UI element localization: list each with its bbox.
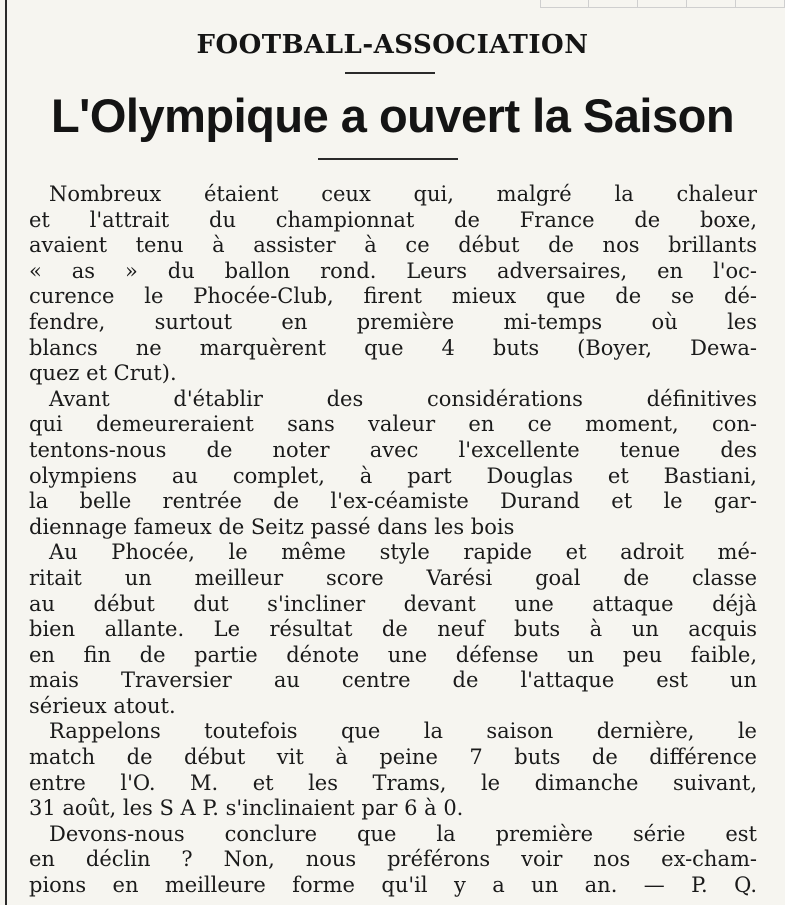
text-line: blancs ne marquèrent que 4 buts (Boyer, Dewa- — [29, 335, 757, 360]
text-line: Avant d'établir des considérations définitives — [49, 386, 757, 411]
text-line: qui demeureraient sans valeur en ce moment, con- — [29, 412, 757, 437]
text-line: en déclin ? Non, nous préférons voir nos ex-cham- — [29, 847, 757, 872]
text-line: et l'attrait du championnat de France de boxe, — [29, 207, 757, 232]
paragraph — [29, 182, 757, 387]
text-line: sérieux atout. — [29, 693, 176, 718]
text-line: 31 août, les S A P. s'inclinaient par 6 à 0. — [29, 796, 464, 821]
text-line: bien allante. Le résultat de neuf buts à un acquis — [29, 617, 757, 642]
text-line: « as » du ballon rond. Leurs adversaires, en l'oc- — [29, 258, 757, 283]
paragraph — [29, 386, 757, 541]
page-title: L'Olympique a ouvert la Saison — [50, 89, 735, 142]
text-line: quez et Crut). — [29, 361, 177, 386]
text-line: ritait un meilleur score Varési goal de classe — [29, 565, 757, 590]
text-line: tentons-nous de noter avec l'excellente tenue des — [29, 437, 757, 462]
text-line: match de début vit à peine 7 buts de différence — [29, 745, 757, 770]
text-line: la belle rentrée de l'ex-céamiste Durand et le gar- — [29, 489, 757, 514]
paragraph — [29, 821, 757, 899]
text-line: Au Phocée, le même style rapide et adroit mé- — [49, 540, 757, 565]
top-border — [540, 0, 785, 8]
text-line: diennage fameux de Seitz passé dans les bois — [29, 514, 515, 539]
paragraph — [29, 540, 757, 719]
text-line: avaient tenu à assister à ce début de nos brillants — [29, 233, 757, 258]
text-line: en fin de partie dénote une défense un peu faible, — [29, 642, 757, 667]
text-line: olympiens au complet, à part Douglas et Bastiani, — [29, 463, 757, 488]
text-line: Nombreux étaient ceux qui, malgré la chaleur — [49, 182, 757, 206]
text-line: fendre, surtout en première mi-temps où les — [29, 309, 757, 334]
text-line: pions en meilleure forme qu'il y a un an. — P. Q. — [29, 873, 757, 898]
text-line: mais Traversier au centre de l'attaque est un — [29, 668, 757, 693]
text-line: entre l'O. M. et les Trams, le dimanche suivant, — [29, 770, 757, 795]
paragraph — [29, 719, 757, 821]
kicker-rule — [345, 72, 435, 74]
text-line: curence le Phocée-Club, firent mieux que de se dé- — [29, 284, 757, 309]
title-rule — [318, 158, 458, 160]
text-line: Devons-nous conclure que la première série est — [49, 821, 757, 846]
text-line: au début dut s'incliner devant une attaque déjà — [29, 591, 757, 616]
article-body — [29, 182, 757, 899]
section-kicker: FOOTBALL-ASSOCIATION — [196, 30, 589, 60]
text-line: Rappelons toutefois que la saison dernière, le — [49, 719, 757, 744]
